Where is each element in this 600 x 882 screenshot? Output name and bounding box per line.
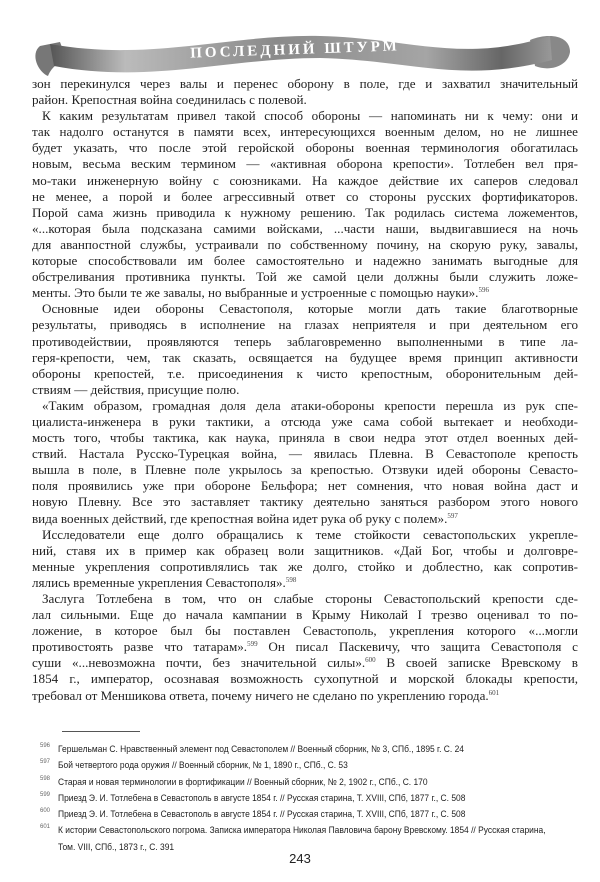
footnote-reference[interactable]: 601 bbox=[488, 688, 500, 697]
line-text: мость того, чтобы тактика, как наука, приняла в свои недра этот отдел военных дей- bbox=[32, 430, 578, 446]
footnote-reference[interactable]: 600 bbox=[365, 656, 376, 665]
text-line bbox=[32, 366, 578, 382]
text-line bbox=[32, 173, 578, 189]
line-text: Порой сама жизнь приводила к нужному решению. Так родилась система ложементов, bbox=[32, 204, 578, 220]
text-line bbox=[32, 237, 578, 253]
text-line bbox=[32, 334, 578, 350]
footnote-separator bbox=[62, 731, 140, 732]
chapter-title: ПОСЛЕДНИЙ ШТУРМ bbox=[189, 38, 401, 62]
text-line bbox=[32, 575, 578, 591]
footnote-number: 599 bbox=[40, 791, 51, 798]
text-line bbox=[32, 253, 578, 269]
line-text: ствиям — действия, присущие полю. bbox=[32, 381, 240, 397]
text-line bbox=[32, 76, 578, 92]
text-line bbox=[32, 350, 578, 366]
footnote-number: 596 bbox=[40, 743, 51, 749]
text-line bbox=[32, 527, 578, 543]
line-text: которые способствовали им более самостоятельно и надежно занимать выгодные для bbox=[32, 253, 578, 269]
paragraph bbox=[32, 591, 578, 704]
text-line bbox=[32, 639, 578, 655]
text-line bbox=[32, 156, 578, 172]
line-text: вышла в поле, в Плевне поле укрылось за крепостью. Отзвуки идей обороны Севасто- bbox=[32, 462, 578, 478]
line-text: результаты, приводясь в исполнение на глазах неприятеля и при деятельном его bbox=[32, 317, 578, 333]
line-text: К каким результатам привел такой способ обороны — напоминать ни к чему: они и bbox=[42, 108, 578, 124]
line-text: требовал от Меншикова ответа, почему ничего не сделано по укреплению города. bbox=[32, 687, 489, 703]
footnote bbox=[40, 757, 585, 773]
text-line bbox=[32, 462, 578, 478]
text-line bbox=[32, 607, 578, 623]
text-line bbox=[32, 92, 578, 108]
line-text: лялись временные укрепления Севастополя». bbox=[32, 574, 286, 590]
text-line bbox=[32, 478, 578, 494]
footnote-text: Том. VIII, СПб., 1873 г., С. 391 bbox=[58, 840, 175, 852]
footnote-reference[interactable]: 597 bbox=[447, 511, 458, 520]
footnote-number: 598 bbox=[40, 775, 51, 782]
line-text: мо-таки инженерную войну с союзниками. На каждое действие их саперов следовал bbox=[32, 172, 578, 188]
text-line bbox=[32, 398, 578, 414]
footnote-reference[interactable]: 598 bbox=[285, 575, 297, 584]
footnote bbox=[40, 790, 585, 806]
footnote-text: Бой четвертого рода оружия // Военный сборник, № 1, 1890 г., СПб., С. 53 bbox=[58, 759, 348, 771]
line-text: новую Плевну. Все это заставляет тактику деятельно заняться разбором этого нового bbox=[32, 494, 578, 510]
footnote bbox=[40, 806, 585, 822]
footnote-text: Старая и новая терминологии в фортификации // Военный сборник, № 2, 1902 г., СПб., С. 170 bbox=[58, 775, 428, 787]
line-text: новым, весьма веским термином — «активная оборона крепости». Тотлебен вел пря- bbox=[32, 156, 578, 172]
line-text: Исследователи еще долго обращались к теме стойкости севастопольских укрепле- bbox=[42, 526, 578, 542]
paragraph bbox=[32, 76, 578, 108]
text-line bbox=[32, 511, 578, 527]
text-line bbox=[32, 205, 578, 221]
line-text: для аванпостной службы, устраивали по собственному почину, на скорую руку, завалы, bbox=[32, 236, 578, 252]
text-line bbox=[32, 543, 578, 559]
line-text: геря-крепости, чем, так сказать, освящается на будущее время принцип активности bbox=[32, 349, 578, 365]
line-text: ложение, в которое был бы поставлен Севастополь, укрепления которого «...могли bbox=[32, 623, 578, 639]
line-text: обороны крепостей, т.е. присоединения к чисто крепостным, оборонительным дей- bbox=[32, 365, 578, 381]
footnote-text: К истории Севастопольского погрома. Записка императора Николая Павловича барону Вревскому. 1854 // Русская старина, bbox=[58, 824, 546, 836]
line-text: циалиста-инженера в руки тактики, а отсюда уже сама собой вытекает и необходи- bbox=[32, 413, 578, 429]
text-line bbox=[32, 221, 578, 237]
text-line bbox=[32, 382, 578, 398]
text-line bbox=[32, 140, 578, 156]
text-line bbox=[32, 494, 578, 510]
text-line bbox=[32, 623, 578, 639]
line-text: ний, ставя их в пример как образец воли защитников. «Дай Бог, чтобы и долговре- bbox=[32, 542, 578, 558]
chapter-header-banner bbox=[30, 14, 575, 84]
text-line bbox=[32, 285, 578, 301]
line-text: будет указать, что после этой геройской обороны военная терминология обогатилась bbox=[32, 140, 578, 156]
footnote-text: Приезд Э. И. Тотлебена в Севастополь в августе 1854 г. // Русская старина, Т. XVIII, СПб, 1877 г., С. 508 bbox=[58, 808, 466, 820]
line-text: обстреливания противника пункты. Той же самой цели должны были служить ложе- bbox=[32, 269, 578, 285]
footnote-number: 597 bbox=[40, 759, 51, 766]
line-text: Заслуга Тотлебена в том, что он слабые стороны Севастопольский крепости сде- bbox=[42, 591, 578, 606]
line-text: район. Крепостная война соединилась с полевой. bbox=[32, 92, 307, 108]
line-text: «...которая была подсказана самими войсками, ...части наши, выдвигавшиеся на ночь bbox=[32, 220, 578, 236]
line-text: так надолго останутся в памяти всех, интересующихся военным делом, но не лишнее bbox=[32, 124, 578, 140]
footnote bbox=[40, 741, 585, 757]
body-text bbox=[32, 76, 578, 704]
page-number: 243 bbox=[289, 851, 311, 866]
line-text: не менее, а порой и более агрессивный ответ со стороны русских фортификаторов. bbox=[32, 188, 578, 204]
footnote-text: Гершельман С. Нравственный элемент под Севастополем // Военный сборник, № 3, СПб., 1895 г. С. 24 bbox=[58, 743, 464, 754]
footnote-text: Приезд Э. И. Тотлебена в Севастополь в августе 1854 г. // Русская старина, Т. XVIII, СПб, 1877 г., С. 508 bbox=[58, 791, 466, 803]
footnote bbox=[40, 774, 585, 790]
line-text: поля проявились уже при обороне Бельфора; нет сомнения, что новая война даст и bbox=[32, 478, 578, 494]
line-text: 1854 г., император, осознавая возможность сухопутной и морской блокады крепости, bbox=[32, 671, 578, 687]
line-text: суши «...невозможна почти, без значительной силы». bbox=[32, 655, 366, 671]
footnote-reference[interactable]: 596 bbox=[478, 286, 489, 295]
line-text: противостоять разве что татарам». bbox=[32, 639, 248, 655]
line-text: лал сильными. Еще до начала кампании в Крыму Николай I трезво оценивал то по- bbox=[32, 607, 578, 623]
text-line bbox=[32, 655, 578, 671]
line-text: Основные идеи обороны Севастополя, которые могли дать такие благотворные bbox=[42, 301, 578, 317]
text-line bbox=[32, 671, 578, 687]
text-line bbox=[32, 317, 578, 333]
line-text: ствий. Настала Русско-Турецкая война, — явилась Плевна. В Севастополе крепость bbox=[32, 446, 578, 462]
text-line bbox=[32, 559, 578, 575]
line-text: Он писал Паскевичу, что защита Севастополя с bbox=[257, 639, 578, 655]
footnote-reference[interactable]: 599 bbox=[247, 640, 258, 649]
text-line bbox=[32, 124, 578, 140]
line-text: менты. Это были те же завалы, но выбранные и устроенные с помощью науки». bbox=[32, 285, 479, 301]
text-line bbox=[32, 446, 578, 462]
paragraph bbox=[32, 301, 578, 398]
text-line bbox=[32, 108, 578, 124]
paragraph bbox=[32, 108, 578, 301]
footnote-number: 601 bbox=[40, 824, 51, 831]
text-line bbox=[32, 269, 578, 285]
paragraph bbox=[32, 398, 578, 527]
text-line bbox=[32, 301, 578, 317]
footnote-number: 600 bbox=[40, 808, 51, 815]
text-line bbox=[32, 591, 578, 607]
text-line bbox=[32, 688, 578, 704]
text-line bbox=[32, 189, 578, 205]
line-text: вида военных действий, где крепостная война идет рука об руку с полем». bbox=[32, 510, 448, 526]
line-text: «Таким образом, громадная доля дела атаки-обороны крепости перешла из рук спе- bbox=[42, 397, 578, 413]
line-text: менные укрепления сопротивлялись так же долго, стойко и доблестно, как сопротив- bbox=[32, 558, 578, 574]
line-text: В своей записке Вревскому в bbox=[375, 655, 578, 671]
text-line bbox=[32, 430, 578, 446]
paragraph bbox=[32, 527, 578, 591]
line-text: зон перекинулся через валы и перенес оборону в поле, где и захватил значительный bbox=[32, 76, 578, 91]
text-line bbox=[32, 414, 578, 430]
footnotes bbox=[40, 741, 585, 855]
line-text: противодействии, проявляются теперь заблаговременно выполненными в типе ла- bbox=[32, 333, 578, 349]
